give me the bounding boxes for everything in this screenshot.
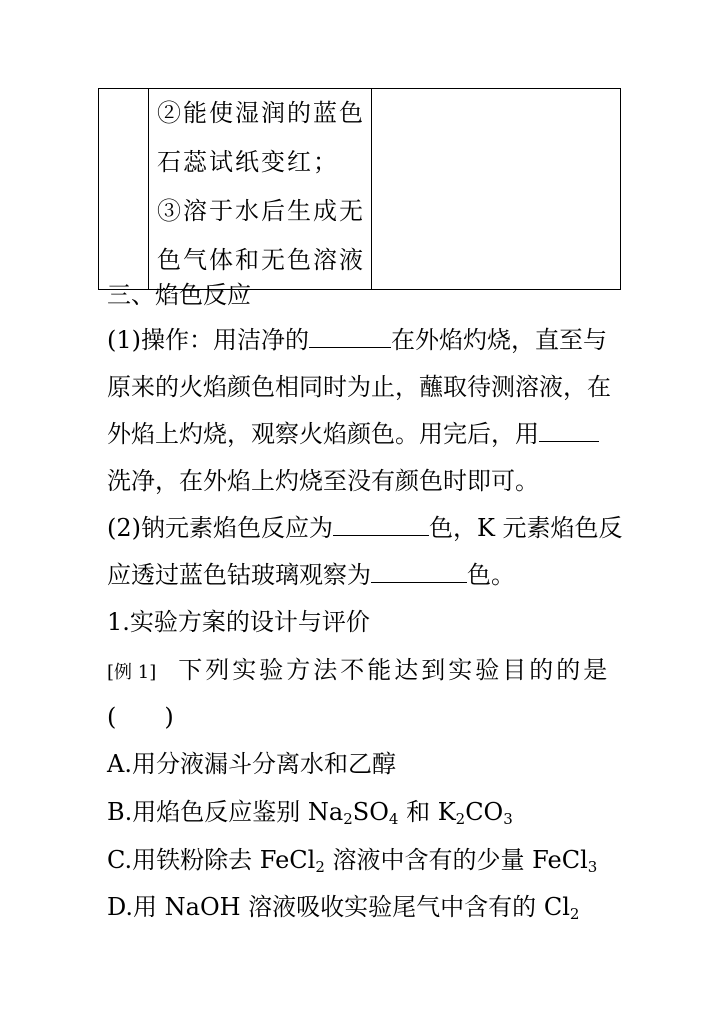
cell-line: 石蕊试纸变红； xyxy=(157,148,339,176)
paragraph-1-line-4: 洗净，在外焰上灼烧至没有颜色时即可。 xyxy=(107,467,539,495)
table-row xyxy=(99,89,621,290)
option-a: A.用分液漏斗分离水和乙醇 xyxy=(107,750,396,778)
formula-k2co3: $K_2CO_3$ xyxy=(437,798,513,828)
cell-line: ②能使湿润的蓝色 xyxy=(157,99,365,127)
paragraph-2-line-1: (2)钠元素焰色反应为 色，K 元素焰色反 xyxy=(107,514,623,542)
section-heading-flame-reaction: 三、焰色反应 xyxy=(107,281,251,309)
fill-blank[interactable] xyxy=(309,325,391,348)
formula-na2so4: $Na_2SO_4$ xyxy=(307,798,399,828)
formula-cl2: $Cl_2$ xyxy=(543,893,580,923)
formula-fecl3: FeCl$_3$ xyxy=(532,846,598,876)
section-heading-experiment-design: 1.实验方案的设计与评价 xyxy=(107,608,370,636)
paragraph-1-line-2: 原来的火焰颜色相同时为止，蘸取待测溶液，在 xyxy=(107,373,611,401)
fill-blank[interactable] xyxy=(333,513,429,536)
table-cell-empty-left xyxy=(99,89,149,290)
paragraph-2-line-2: 应透过蓝色钴玻璃观察为 色。 xyxy=(107,561,515,589)
table-cell-properties xyxy=(149,89,372,290)
example-tag: [例 1] xyxy=(107,662,157,683)
table-cell-empty-right xyxy=(372,89,621,290)
example-question: [例 1] 下列实验方法不能达到实验目的的是 xyxy=(107,656,611,684)
option-b: B.用焰色反应鉴别 $Na_2SO_4$ 和 $K_2CO_3$ xyxy=(107,798,513,828)
fill-blank[interactable] xyxy=(539,419,599,442)
cell-line: ③溶于水后生成无 xyxy=(157,197,365,225)
paragraph-1-line-1: (1)操作：用洁净的 在外焰灼烧，直至与 xyxy=(107,326,607,354)
cell-line: 色气体和无色溶液 xyxy=(157,246,365,274)
formula-fecl2: FeCl$_2$ xyxy=(259,846,325,876)
option-c: C.用铁粉除去 FeCl$_2$ 溶液中含有的少量 FeCl$_3$ xyxy=(107,846,598,876)
option-d: D.用 NaOH 溶液吸收实验尾气中含有的 $Cl_2$ xyxy=(107,893,580,923)
table-fragment xyxy=(98,88,621,290)
paragraph-1-line-3: 外焰上灼烧，观察火焰颜色。用完后，用 xyxy=(107,419,599,449)
fill-blank[interactable] xyxy=(371,560,467,583)
answer-parentheses: ( ) xyxy=(107,703,174,731)
